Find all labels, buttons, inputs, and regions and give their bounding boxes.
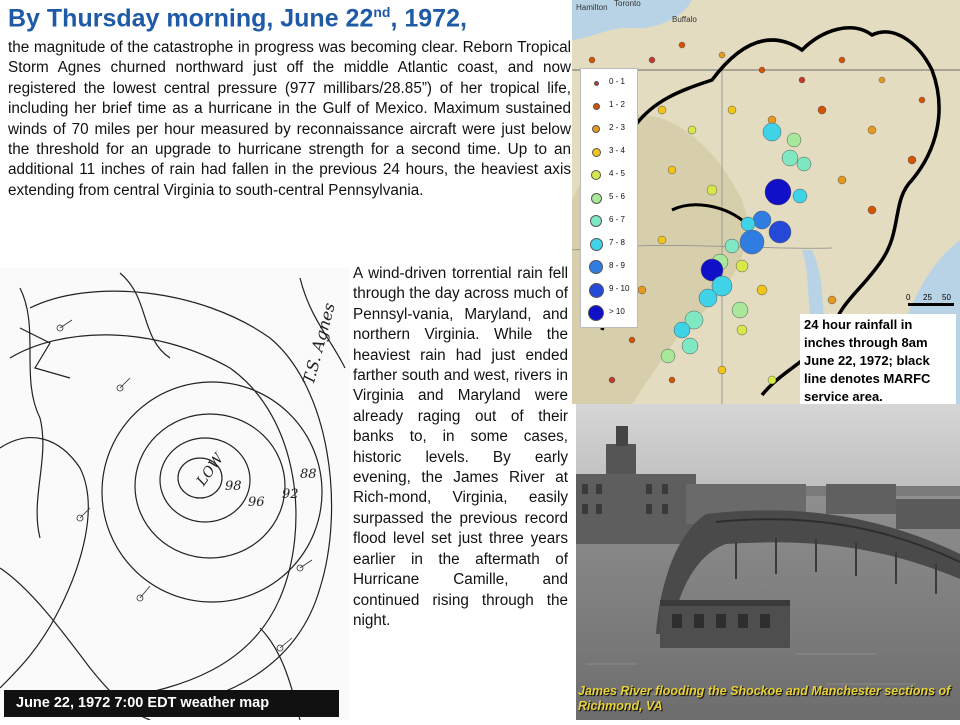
legend-label: 1 - 2 [609,100,626,109]
legend-row [581,209,637,231]
legend-row [581,94,637,116]
rainfall-map-caption: 24 hour rainfall in inches through 8am June 22, 1972; black line denotes MARFC service area. [800,314,956,408]
weather-map-graphic [0,268,350,720]
city-label-buffalo: Buffalo [672,15,697,24]
legend-row [581,163,637,185]
legend-swatch [592,125,600,133]
weather-map [0,268,350,720]
legend-swatch [588,305,604,321]
legend-label: 4 - 5 [609,169,626,178]
contour-label-96: 96 [248,495,265,510]
storm-label: T.S. Agnes [298,300,339,387]
intro-paragraph: the magnitude of the catastrophe in progress was becoming clear. Reborn Tropical Storm Agnes churned northward just off the middle Atlantic coast, and now registered the lowest central pressure (977 millibars/28.85”) of her tropical life, including her brief time as a hurricane in the Gulf of Mexico. Maximum sustained winds of 70 miles per hour measured by reconnaissance aircraft were just below the threshold for an upgrade to hurricane strength for a second time. Up to an additional 11 inches of rain had fallen in the previous 24 hours, the heaviest axis extending from central Virginia to south-central Pennsylvania. [8,39,571,199]
legend-label: > 10 [609,307,625,316]
legend-swatch [594,81,599,86]
flood-photo [576,404,960,720]
city-label-toronto: Toronto [614,0,641,8]
legend-row [581,71,637,93]
legend-label: 5 - 6 [609,192,626,201]
legend-swatch [589,260,603,274]
legend-label: 2 - 3 [609,123,626,132]
low-label: LOW [193,450,228,489]
legend-row [581,140,637,162]
legend-label: 6 - 7 [609,215,626,224]
contour-label-92: 92 [282,487,299,502]
legend-row [581,301,637,323]
scale-label-25: 25 [923,293,932,302]
legend-swatch [592,148,601,157]
legend-row [581,255,637,277]
legend-label: 8 - 9 [609,261,626,270]
scale-label-0: 0 [906,293,911,302]
legend-row [581,278,637,300]
weather-map-caption: June 22, 1972 7:00 EDT weather map [4,690,339,717]
page-title: By Thursday morning, June 22nd, 1972, [8,4,467,33]
legend-label: 3 - 4 [609,146,626,155]
body-paragraph: A wind-driven torrential rain fell through the day across much of Pennsyl-vania, Maryland, and northern Virginia. While the heaviest rain had just ended farther south and west, rivers in Virginia and Maryland were already raging out of their banks to, in some cases, historic levels. By early evening, the James River at Rich-mond, Virginia, easily surpassed the previous record flood level set just three years earlier in the aftermath of Hurricane Camille, and continued rising through the night. [353,265,568,629]
legend-swatch [590,215,602,227]
flood-photo-graphic [576,404,960,720]
city-label-hamilton: Hamilton [576,3,608,12]
legend-label: 7 - 8 [609,238,626,247]
rainfall-legend [580,68,638,328]
legend-label: 0 - 1 [609,77,626,86]
legend-swatch [589,283,604,298]
scale-label-50: 50 [942,293,951,302]
legend-swatch [590,238,603,251]
contour-label-98: 98 [225,479,242,494]
legend-swatch [593,103,600,110]
flood-photo-caption: James River flooding the Shockoe and Manchester sections of Richmond, VA [578,684,951,713]
legend-row [581,186,637,208]
contour-label-88: 88 [300,467,317,482]
legend-row [581,117,637,139]
legend-swatch [591,170,601,180]
legend-label: 9 - 10 [609,284,630,293]
legend-swatch [591,193,602,204]
legend-row [581,232,637,254]
